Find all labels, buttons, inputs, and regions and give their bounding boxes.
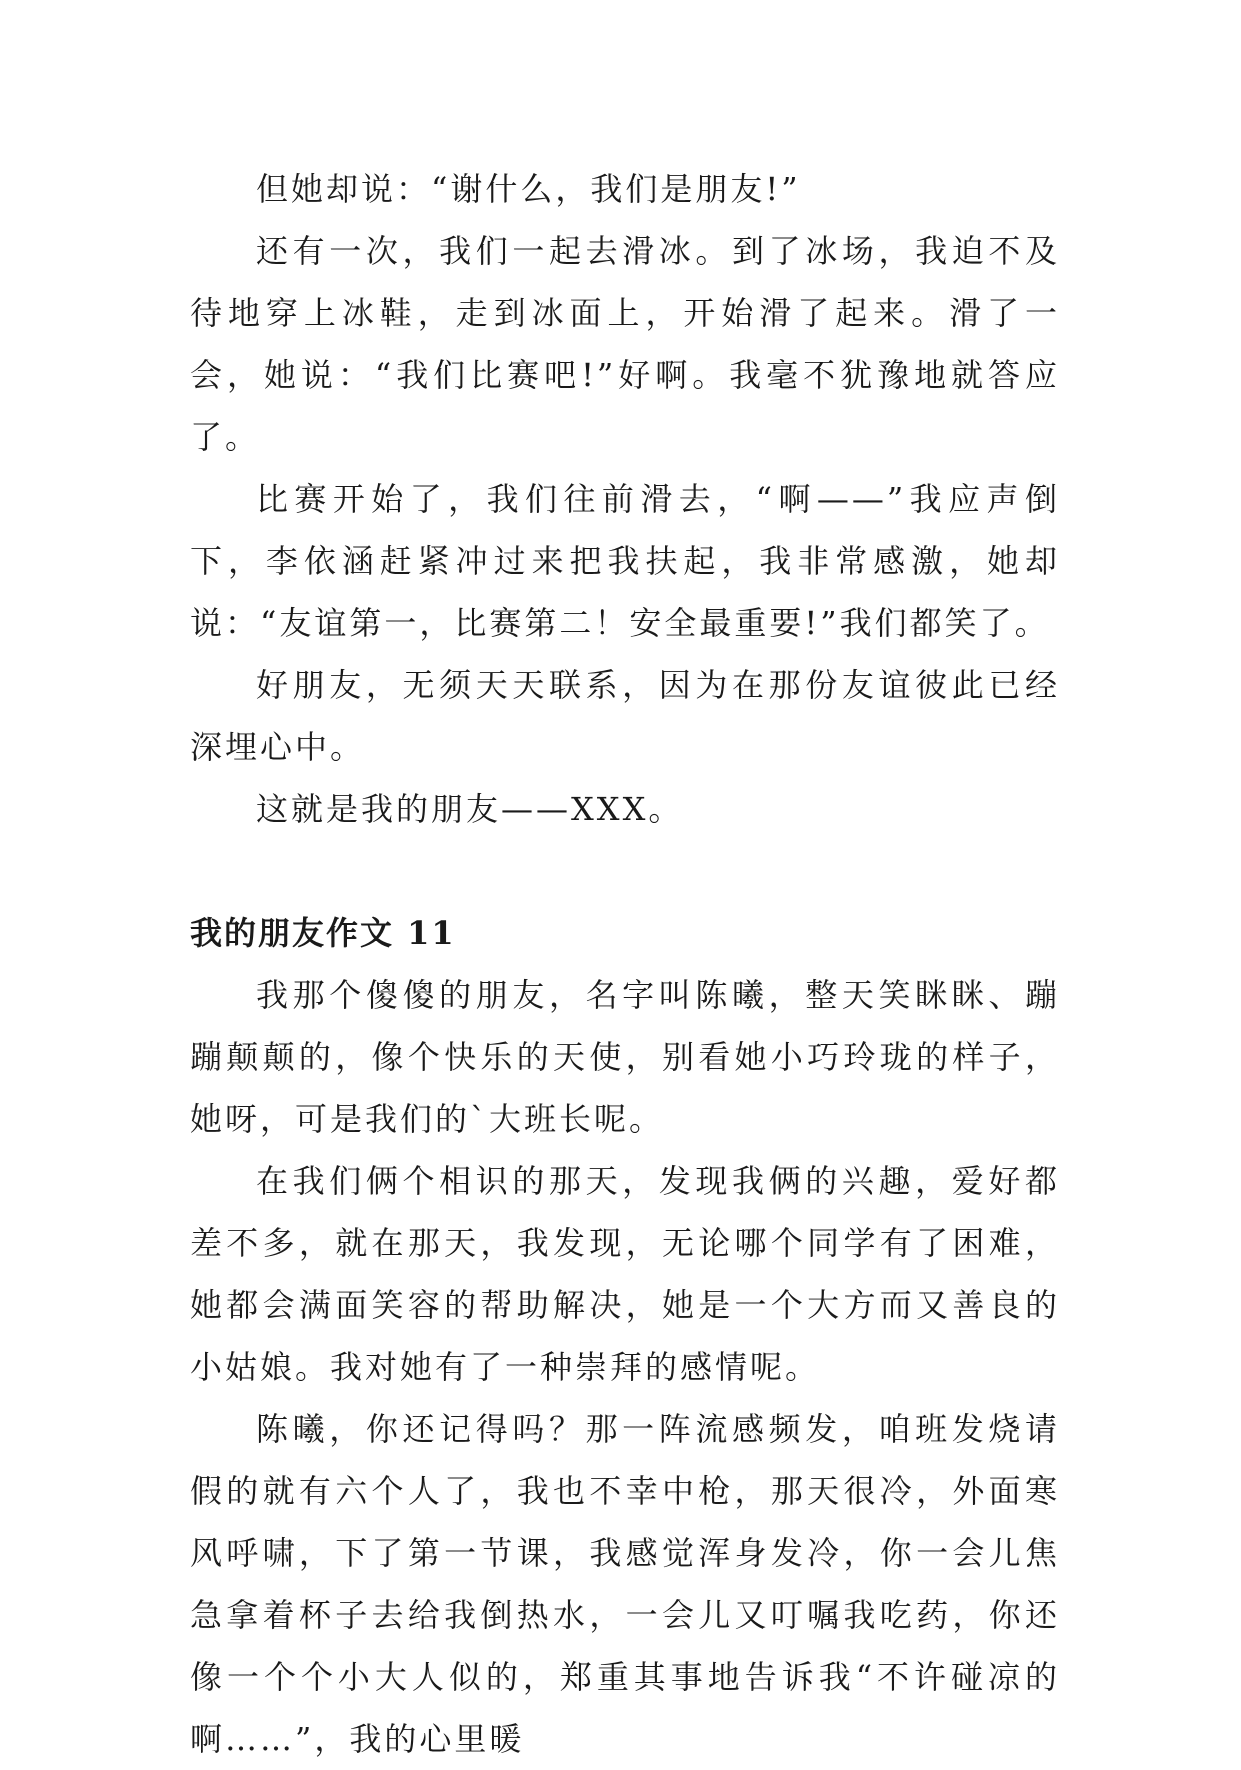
- paragraph: 好朋友，无须天天联系，因为在那份友谊彼此已经深埋心中。: [190, 666, 1060, 766]
- section-spacer: [190, 840, 1060, 902]
- paragraph: 这就是我的朋友——XXX。: [256, 790, 684, 828]
- paragraph: 还有一次，我们一起去滑冰。到了冰场，我迫不及待地穿上冰鞋，走到冰面上，开始滑了起来。滑了一会，她说：“我们比赛吧!”好啊。我毫不犹豫地就答应了。: [190, 232, 1060, 456]
- paragraph: 但她却说：“谢什么，我们是朋友!”: [256, 170, 801, 208]
- paragraph: 在我们俩个相识的那天，发现我俩的兴趣，爱好都差不多，就在那天，我发现，无论哪个同学有了困难，她都会满面笑容的帮助解决，她是一个大方而又善良的小姑娘。我对她有了一种崇拜的感情呢。: [190, 1162, 1060, 1386]
- paragraph: 陈曦，你还记得吗？那一阵流感频发，咱班发烧请假的就有六个人了，我也不幸中枪，那天很冷，外面寒风呼啸，下了第一节课，我感觉浑身发冷，你一会儿焦急拿着杯子去给我倒热水，一会儿又叮嘱我吃药，你还像一个个小大人似的，郑重其事地告诉我“不许碰凉的啊……”，我的心里暖: [190, 1410, 1060, 1758]
- paragraph: 我那个傻傻的朋友，名字叫陈曦，整天笑眯眯、蹦蹦颠颠的，像个快乐的天使，别看她小巧玲珑的样子，她呀，可是我们的`大班长呢。: [190, 976, 1060, 1138]
- document-body: [190, 158, 1060, 1770]
- paragraph: 比赛开始了，我们往前滑去，“啊——”我应声倒下，李依涵赶紧冲过来把我扶起，我非常感激，她却说：“友谊第一，比赛第二！安全最重要!”我们都笑了。: [190, 480, 1060, 642]
- section-title: 我的朋友作文 11: [190, 914, 456, 952]
